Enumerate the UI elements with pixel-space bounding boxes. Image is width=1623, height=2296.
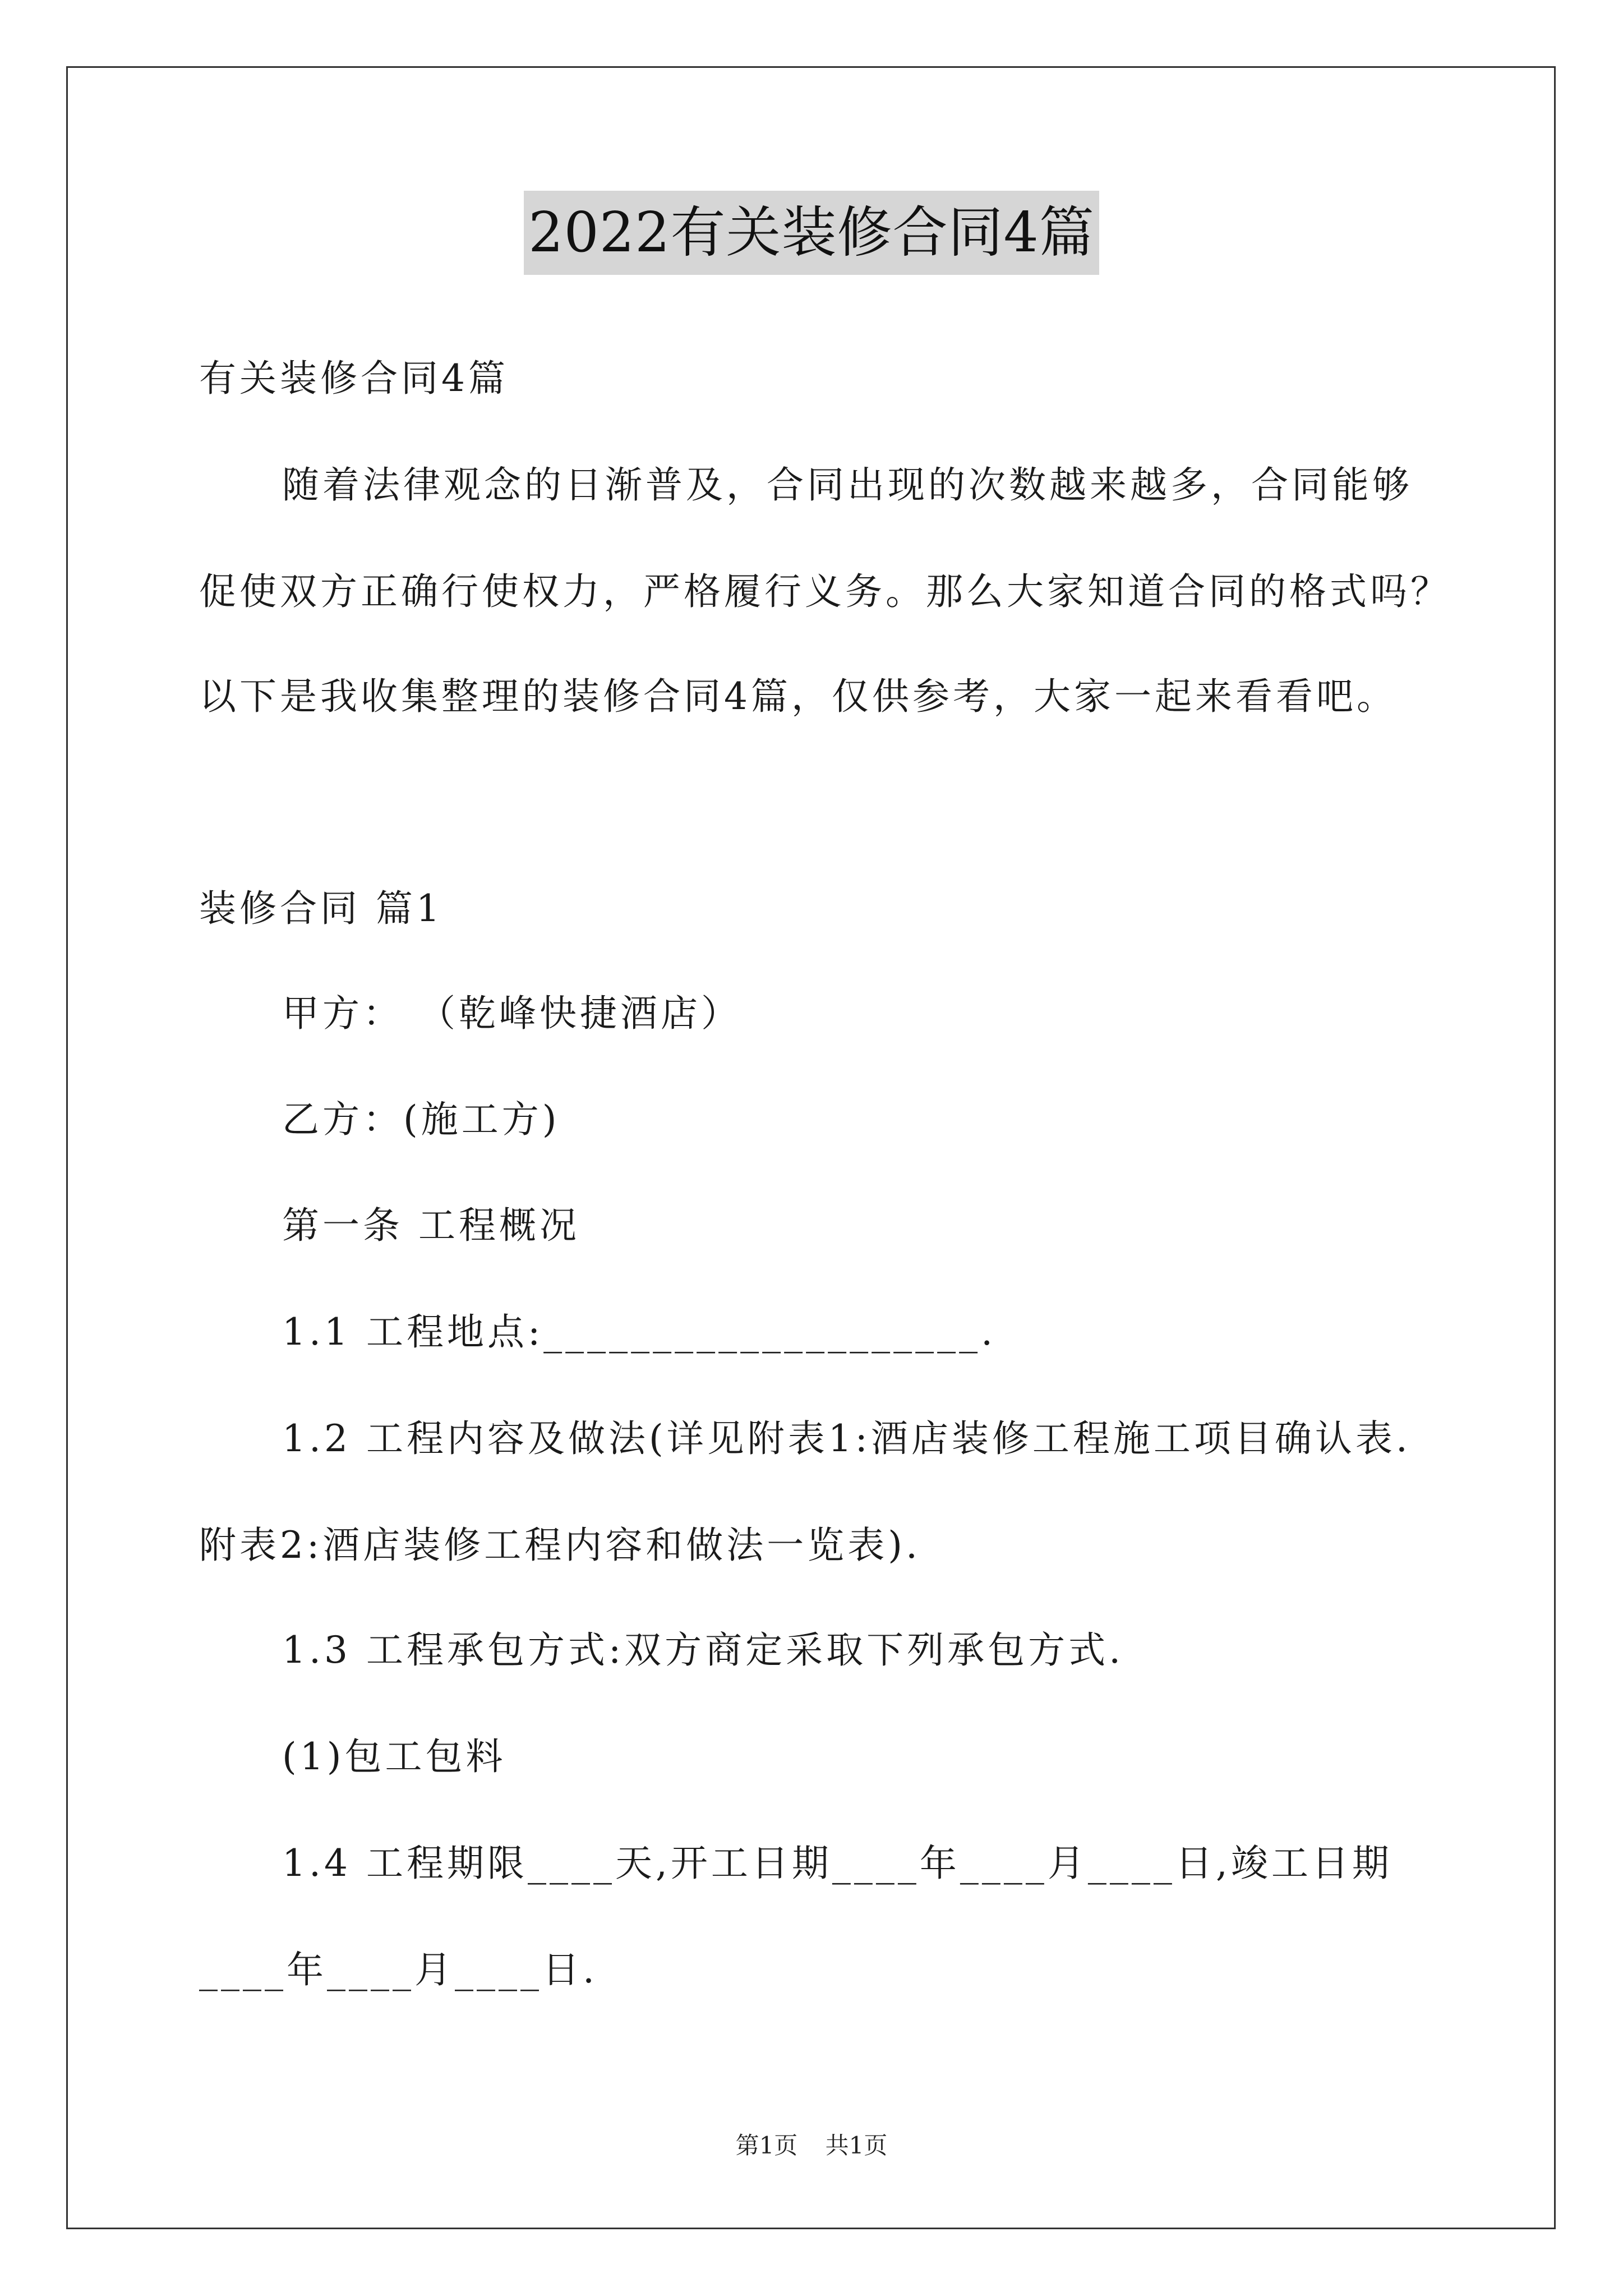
party-a-line: 甲方： （乾峰快捷酒店） bbox=[282, 992, 741, 1035]
clause-1-3-option: (1)包工包料 bbox=[282, 1735, 506, 1778]
document-title: 2022有关装修合同4篇 bbox=[524, 191, 1099, 275]
clause-1-1: 1.1 工程地点:____________________. bbox=[282, 1310, 997, 1354]
intro-line-2: 促使双方正确行使权力，严格履行义务。那么大家知道合同的格式吗？ bbox=[199, 570, 1451, 613]
intro-line-1: 随着法律观念的日渐普及，合同出现的次数越来越多，合同能够 bbox=[282, 463, 1413, 507]
page-footer bbox=[0, 2129, 1623, 2162]
clause-1-2-line-2: 附表2:酒店装修工程内容和做法一览表). bbox=[199, 1524, 921, 1567]
title-container bbox=[0, 191, 1623, 275]
page-total: 共1页 bbox=[825, 2132, 888, 2159]
article-1-heading: 第一条 工程概况 bbox=[282, 1204, 580, 1247]
page-current: 第1页 bbox=[735, 2132, 798, 2159]
section-heading: 装修合同 篇1 bbox=[199, 887, 443, 930]
clause-1-4-line-1: 1.4 工程期限____天,开工日期____年____月____日,竣工日期 bbox=[282, 1842, 1393, 1885]
intro-line-3: 以下是我收集整理的装修合同4篇，仅供参考，大家一起来看看吧。 bbox=[199, 675, 1397, 718]
subtitle-line: 有关装修合同4篇 bbox=[199, 357, 509, 400]
party-b-line: 乙方：(施工方) bbox=[282, 1098, 560, 1141]
clause-1-2-line-1: 1.2 工程内容及做法(详见附表1:酒店装修工程施工项目确认表. bbox=[282, 1417, 1411, 1460]
clause-1-3: 1.3 工程承包方式:双方商定采取下列承包方式. bbox=[282, 1628, 1124, 1672]
clause-1-4-line-2: ____年____月____日. bbox=[199, 1948, 598, 1991]
